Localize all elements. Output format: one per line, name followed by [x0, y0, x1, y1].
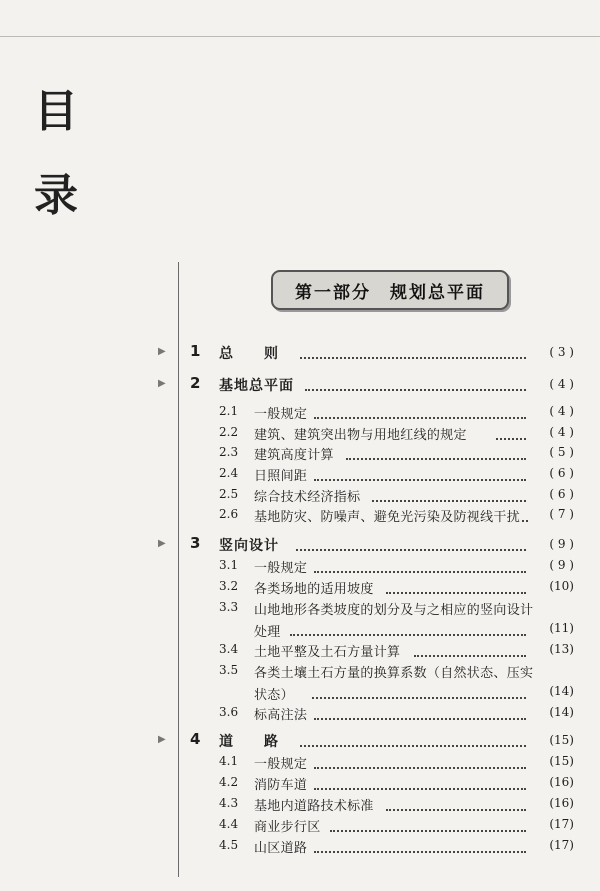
dot-leader	[372, 499, 526, 502]
page-number: ( 4 )	[549, 404, 574, 418]
section-number: 4.2	[219, 775, 239, 789]
section-title: 一般规定	[254, 407, 308, 422]
chapter-number: 4	[190, 730, 201, 748]
page-number: (10)	[549, 579, 574, 593]
dot-leader	[386, 808, 526, 811]
section-number: 4.4	[219, 817, 239, 831]
section-number: 4.3	[219, 796, 239, 810]
vertical-rule	[178, 262, 179, 877]
page-number: (15)	[549, 733, 574, 747]
page-number: (15)	[549, 754, 574, 768]
section-number: 2.1	[219, 404, 239, 418]
section-number: 2.3	[219, 445, 239, 459]
section-title: 山地地形各类坡度的划分及与之相应的竖向设计	[254, 603, 534, 618]
section-title: 基地防灾、防噪声、避免光污染及防视线干扰	[254, 510, 521, 525]
chapter-number: 3	[190, 534, 201, 552]
section-number: 3.1	[219, 558, 239, 572]
dot-leader	[314, 416, 526, 419]
page-number: (11)	[549, 621, 574, 635]
page-number: ( 6 )	[549, 466, 574, 480]
section-title-continued: 处理	[254, 625, 281, 640]
section-number: 3.6	[219, 705, 239, 719]
page-number: ( 6 )	[549, 487, 574, 501]
chapter-title: 竖向设计	[219, 538, 279, 554]
dot-leader	[300, 356, 526, 359]
dot-leader	[414, 654, 526, 657]
page-number: (16)	[549, 775, 574, 789]
dot-leader	[496, 437, 526, 440]
dot-leader	[386, 591, 526, 594]
page-number: (14)	[549, 705, 574, 719]
part-banner[interactable]	[271, 270, 509, 310]
dot-leader	[314, 787, 526, 790]
dot-leader	[522, 519, 528, 522]
page-number: (13)	[549, 642, 574, 656]
section-title: 建筑高度计算	[254, 448, 334, 463]
section-title: 建筑、建筑突出物与用地红线的规定	[254, 428, 467, 443]
dot-leader	[314, 478, 526, 481]
arrow-icon: ▶	[158, 378, 166, 389]
page-header	[0, 0, 600, 37]
dot-leader	[330, 829, 526, 832]
section-title: 日照间距	[254, 469, 308, 484]
section-title: 一般规定	[254, 561, 308, 576]
chapter-number: 2	[190, 374, 201, 392]
section-number: 4.5	[219, 838, 239, 852]
section-title: 标高注法	[254, 708, 308, 723]
page-number: ( 7 )	[549, 507, 574, 521]
section-number: 4.1	[219, 754, 239, 768]
dot-leader	[314, 717, 526, 720]
page-number: (14)	[549, 684, 574, 698]
chapter-number: 1	[190, 342, 201, 360]
section-title: 山区道路	[254, 841, 308, 856]
section-title: 各类土壤土石方量的换算系数（自然状态、压实	[254, 666, 534, 681]
arrow-icon: ▶	[158, 346, 166, 357]
arrow-icon: ▶	[158, 734, 166, 745]
section-number: 3.2	[219, 579, 239, 593]
section-title: 商业步行区	[254, 820, 321, 835]
page-number: ( 9 )	[549, 537, 574, 551]
arrow-icon: ▶	[158, 538, 166, 549]
page-number: ( 3 )	[549, 345, 574, 359]
section-title: 各类场地的适用坡度	[254, 582, 374, 597]
dot-leader	[314, 850, 526, 853]
section-number: 2.4	[219, 466, 239, 480]
toc-heading-char-2: 录	[34, 169, 78, 221]
toc-heading	[34, 70, 84, 237]
chapter-title: 基地总平面	[219, 378, 294, 394]
dot-leader	[314, 570, 526, 573]
page-number: ( 5 )	[549, 445, 574, 459]
page-number: (17)	[549, 838, 574, 852]
dot-leader	[296, 548, 526, 551]
page-number: ( 4 )	[549, 425, 574, 439]
page-number: (17)	[549, 817, 574, 831]
dot-leader	[300, 744, 526, 747]
toc-heading-char-1: 目	[34, 86, 78, 137]
section-number: 3.3	[219, 600, 239, 614]
section-title: 一般规定	[254, 757, 308, 772]
section-number: 3.5	[219, 663, 239, 677]
section-number: 2.2	[219, 425, 239, 439]
dot-leader	[314, 766, 526, 769]
page-number: ( 9 )	[549, 558, 574, 572]
page-number: (16)	[549, 796, 574, 810]
section-number: 3.4	[219, 642, 239, 656]
section-title: 综合技术经济指标	[254, 490, 361, 505]
section-title: 消防车道	[254, 778, 308, 793]
section-number: 2.6	[219, 507, 239, 521]
section-title-continued: 状态）	[254, 688, 294, 703]
section-number: 2.5	[219, 487, 239, 501]
section-title: 土地平整及土石方量计算	[254, 645, 401, 660]
dot-leader	[312, 696, 526, 699]
chapter-title: 总 则	[219, 346, 279, 362]
dot-leader	[290, 633, 526, 636]
section-title: 基地内道路技术标准	[254, 799, 374, 814]
dot-leader	[305, 388, 526, 391]
part-title: 第一部分 规划总平面	[295, 282, 485, 303]
dot-leader	[346, 457, 526, 460]
page-number: ( 4 )	[549, 377, 574, 391]
chapter-title: 道 路	[219, 734, 279, 750]
